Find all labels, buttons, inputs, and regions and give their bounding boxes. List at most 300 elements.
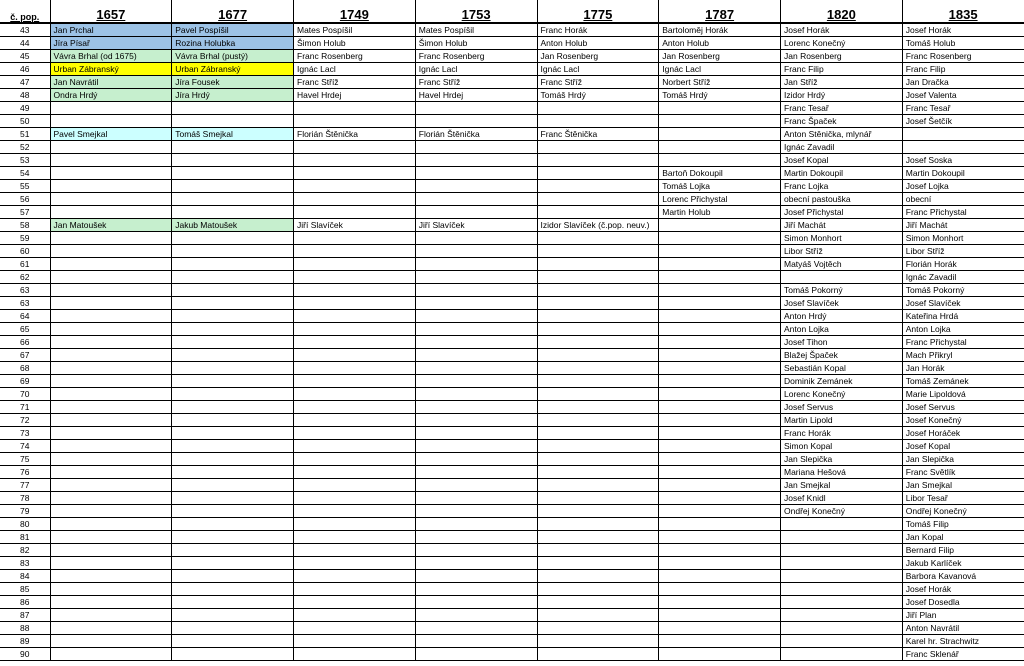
- owner-cell-1787: Martin Holub: [659, 206, 781, 219]
- owner-cell-1835: obecní: [902, 193, 1024, 206]
- owner-cell-1820: Ignác Zavadil: [781, 141, 903, 154]
- owner-cell-1753: [415, 115, 537, 128]
- house-number-cell: 57: [0, 206, 50, 219]
- owner-cell-1775: [537, 505, 659, 518]
- owner-cell-1775: [537, 440, 659, 453]
- owner-cell-1787: [659, 336, 781, 349]
- year-header-1820: 1820: [781, 0, 903, 23]
- owner-cell-1753: [415, 245, 537, 258]
- owner-cell-1820: [781, 596, 903, 609]
- year-header-1657: 1657: [50, 0, 172, 23]
- owner-cell-1749: [294, 284, 416, 297]
- owner-cell-1775: [537, 635, 659, 648]
- owner-cell-1657: [50, 505, 172, 518]
- owner-cell-1820: Jan Rosenberg: [781, 50, 903, 63]
- owner-cell-1775: [537, 518, 659, 531]
- owner-cell-1753: [415, 388, 537, 401]
- owner-cell-1775: [537, 453, 659, 466]
- owner-cell-1835: Kateřina Hrdá: [902, 310, 1024, 323]
- owner-cell-1775: Franc Stříž: [537, 76, 659, 89]
- owner-cell-1820: Franc Lojka: [781, 180, 903, 193]
- owner-cell-1820: [781, 570, 903, 583]
- table-row: [0, 557, 1024, 570]
- house-number-cell: 75: [0, 453, 50, 466]
- table-row: [0, 323, 1024, 336]
- owner-cell-1775: [537, 245, 659, 258]
- owner-cell-1677: [172, 310, 294, 323]
- owner-cell-1749: [294, 141, 416, 154]
- owner-cell-1657: [50, 544, 172, 557]
- owner-cell-1787: [659, 284, 781, 297]
- table-row: [0, 427, 1024, 440]
- owner-cell-1820: [781, 648, 903, 661]
- owner-cell-1677: [172, 401, 294, 414]
- owner-cell-1753: [415, 557, 537, 570]
- house-number-cell: 50: [0, 115, 50, 128]
- owner-cell-1835: Tomáš Filip: [902, 518, 1024, 531]
- owner-cell-1775: [537, 349, 659, 362]
- owner-cell-1787: [659, 492, 781, 505]
- owner-cell-1753: [415, 206, 537, 219]
- house-number-cell: 59: [0, 232, 50, 245]
- owner-cell-1749: [294, 297, 416, 310]
- table-header: [0, 0, 1024, 23]
- table-row: [0, 336, 1024, 349]
- owner-cell-1787: [659, 232, 781, 245]
- owner-cell-1835: Anton Navrátil: [902, 622, 1024, 635]
- owner-cell-1657: [50, 349, 172, 362]
- owner-cell-1835: Florián Horák: [902, 258, 1024, 271]
- owner-cell-1749: [294, 115, 416, 128]
- owner-cell-1749: [294, 414, 416, 427]
- owner-cell-1677: [172, 648, 294, 661]
- owner-cell-1820: Izidor Hrdý: [781, 89, 903, 102]
- house-number-cell: 89: [0, 635, 50, 648]
- owner-cell-1775: [537, 466, 659, 479]
- owner-cell-1677: [172, 206, 294, 219]
- house-number-cell: 90: [0, 648, 50, 661]
- owner-cell-1657: [50, 141, 172, 154]
- owner-cell-1753: [415, 583, 537, 596]
- owner-cell-1753: Mates Pospíšil: [415, 23, 537, 37]
- owner-cell-1775: Ignác Lacl: [537, 63, 659, 76]
- house-number-cell: 55: [0, 180, 50, 193]
- owner-cell-1677: [172, 414, 294, 427]
- house-number-cell: 84: [0, 570, 50, 583]
- year-header-1749: 1749: [294, 0, 416, 23]
- owner-cell-1835: Franc Světlík: [902, 466, 1024, 479]
- owner-cell-1657: [50, 310, 172, 323]
- house-number-cell: 76: [0, 466, 50, 479]
- owner-cell-1787: [659, 362, 781, 375]
- table-row: [0, 401, 1024, 414]
- owner-cell-1749: Ignác Lacl: [294, 63, 416, 76]
- owner-cell-1753: [415, 349, 537, 362]
- table-row: [0, 648, 1024, 661]
- owner-cell-1657: [50, 362, 172, 375]
- owner-cell-1749: [294, 323, 416, 336]
- owner-cell-1753: [415, 336, 537, 349]
- owner-cell-1820: Jan Smejkal: [781, 479, 903, 492]
- owner-cell-1775: [537, 284, 659, 297]
- table-row: [0, 232, 1024, 245]
- owner-cell-1657: [50, 401, 172, 414]
- table-row: [0, 50, 1024, 63]
- table-row: [0, 89, 1024, 102]
- owner-cell-1657: [50, 102, 172, 115]
- owner-cell-1775: [537, 115, 659, 128]
- owner-cell-1677: [172, 570, 294, 583]
- owner-cell-1753: [415, 323, 537, 336]
- owner-cell-1753: [415, 609, 537, 622]
- house-number-cell: 44: [0, 37, 50, 50]
- owner-cell-1753: [415, 453, 537, 466]
- owner-cell-1775: [537, 336, 659, 349]
- owner-cell-1820: Lorenc Konečný: [781, 388, 903, 401]
- owner-cell-1677: [172, 245, 294, 258]
- owner-cell-1835: Jan Slepička: [902, 453, 1024, 466]
- owner-cell-1753: [415, 505, 537, 518]
- owner-cell-1835: Mach Přikryl: [902, 349, 1024, 362]
- owner-cell-1657: [50, 245, 172, 258]
- owner-cell-1657: Jan Navrátil: [50, 76, 172, 89]
- owner-cell-1787: [659, 154, 781, 167]
- owner-cell-1657: [50, 271, 172, 284]
- house-number-cell: 67: [0, 349, 50, 362]
- owner-cell-1657: [50, 479, 172, 492]
- house-number-cell: 58: [0, 219, 50, 232]
- owner-cell-1775: [537, 258, 659, 271]
- owner-cell-1749: [294, 427, 416, 440]
- house-number-cell: 66: [0, 336, 50, 349]
- owner-cell-1835: Barbora Kavanová: [902, 570, 1024, 583]
- owner-cell-1657: Pavel Smejkal: [50, 128, 172, 141]
- owner-cell-1775: [537, 323, 659, 336]
- owner-cell-1775: Anton Holub: [537, 37, 659, 50]
- owner-cell-1787: Tomáš Lojka: [659, 180, 781, 193]
- house-number-cell: 61: [0, 258, 50, 271]
- owner-cell-1787: [659, 258, 781, 271]
- table-row: [0, 466, 1024, 479]
- owner-cell-1835: Tomáš Pokorný: [902, 284, 1024, 297]
- house-number-cell: 51: [0, 128, 50, 141]
- owner-cell-1835: Josef Šetčík: [902, 115, 1024, 128]
- owner-cell-1753: [415, 427, 537, 440]
- house-number-cell: 62: [0, 271, 50, 284]
- owner-cell-1787: Ignác Lacl: [659, 63, 781, 76]
- owner-cell-1753: [415, 518, 537, 531]
- owner-cell-1787: Lorenc Přichystal: [659, 193, 781, 206]
- year-header-1753: 1753: [415, 0, 537, 23]
- table-row: [0, 245, 1024, 258]
- owner-cell-1657: [50, 414, 172, 427]
- table-row: [0, 479, 1024, 492]
- owner-cell-1820: Martin Lipold: [781, 414, 903, 427]
- house-number-cell: 45: [0, 50, 50, 63]
- owner-cell-1820: Josef Horák: [781, 23, 903, 37]
- house-number-cell: 86: [0, 596, 50, 609]
- owner-cell-1657: [50, 167, 172, 180]
- owner-cell-1749: [294, 466, 416, 479]
- owner-cell-1753: [415, 531, 537, 544]
- owner-cell-1835: Josef Lojka: [902, 180, 1024, 193]
- table-row: [0, 128, 1024, 141]
- owner-cell-1677: [172, 115, 294, 128]
- owner-cell-1835: Ignác Zavadil: [902, 271, 1024, 284]
- owner-cell-1820: Franc Tesař: [781, 102, 903, 115]
- owner-cell-1749: [294, 479, 416, 492]
- house-number-cell: 54: [0, 167, 50, 180]
- table-row: [0, 206, 1024, 219]
- table-row: [0, 622, 1024, 635]
- owner-cell-1753: Havel Hrdej: [415, 89, 537, 102]
- owner-cell-1677: [172, 544, 294, 557]
- table-row: [0, 310, 1024, 323]
- owner-cell-1749: Mates Pospíšil: [294, 23, 416, 37]
- owner-cell-1749: [294, 258, 416, 271]
- owner-cell-1657: [50, 440, 172, 453]
- owner-cell-1787: [659, 531, 781, 544]
- house-number-cell: 74: [0, 440, 50, 453]
- owner-cell-1787: [659, 518, 781, 531]
- owner-cell-1749: Franc Rosenberg: [294, 50, 416, 63]
- owner-cell-1835: Josef Horák: [902, 583, 1024, 596]
- owner-cell-1775: [537, 414, 659, 427]
- house-number-cell: 72: [0, 414, 50, 427]
- owner-cell-1749: [294, 570, 416, 583]
- owner-cell-1657: Jan Prchal: [50, 23, 172, 37]
- owner-cell-1677: [172, 531, 294, 544]
- house-number-cell: 87: [0, 609, 50, 622]
- owner-cell-1749: [294, 518, 416, 531]
- owner-cell-1820: Jan Stříž: [781, 76, 903, 89]
- owner-cell-1749: [294, 271, 416, 284]
- owner-cell-1677: [172, 154, 294, 167]
- table-row: [0, 635, 1024, 648]
- year-header-1835: 1835: [902, 0, 1024, 23]
- owner-cell-1775: [537, 271, 659, 284]
- owner-cell-1657: [50, 388, 172, 401]
- owner-cell-1775: Jan Rosenberg: [537, 50, 659, 63]
- owner-cell-1657: [50, 609, 172, 622]
- owner-cell-1787: [659, 141, 781, 154]
- owner-cell-1835: Libor Stříž: [902, 245, 1024, 258]
- owner-cell-1677: Vávra Brhal (pustý): [172, 50, 294, 63]
- owner-cell-1677: [172, 336, 294, 349]
- table-row: [0, 388, 1024, 401]
- owner-cell-1787: [659, 102, 781, 115]
- owner-cell-1749: [294, 635, 416, 648]
- owner-cell-1749: [294, 167, 416, 180]
- owner-cell-1775: [537, 544, 659, 557]
- owner-cell-1787: Bartoloměj Horák: [659, 23, 781, 37]
- owner-cell-1677: [172, 258, 294, 271]
- owner-cell-1749: [294, 401, 416, 414]
- owner-cell-1749: [294, 648, 416, 661]
- owner-cell-1775: [537, 154, 659, 167]
- owner-cell-1775: [537, 583, 659, 596]
- owner-cell-1749: [294, 505, 416, 518]
- owner-cell-1753: [415, 648, 537, 661]
- owner-cell-1835: Josef Valenta: [902, 89, 1024, 102]
- owner-cell-1820: [781, 518, 903, 531]
- owner-cell-1753: [415, 141, 537, 154]
- house-number-cell: 69: [0, 375, 50, 388]
- owner-cell-1775: [537, 531, 659, 544]
- owner-cell-1820: [781, 271, 903, 284]
- owner-cell-1753: Ignác Lacl: [415, 63, 537, 76]
- owner-cell-1677: Pavel Pospíšil: [172, 23, 294, 37]
- owner-cell-1787: [659, 323, 781, 336]
- owner-cell-1787: [659, 414, 781, 427]
- owner-cell-1753: [415, 154, 537, 167]
- owner-cell-1820: Simon Monhort: [781, 232, 903, 245]
- owner-cell-1753: [415, 193, 537, 206]
- owner-cell-1753: [415, 284, 537, 297]
- house-number-cell: 79: [0, 505, 50, 518]
- owner-cell-1775: [537, 375, 659, 388]
- owner-cell-1787: Tomáš Hrdý: [659, 89, 781, 102]
- owner-cell-1787: [659, 271, 781, 284]
- owner-cell-1677: [172, 609, 294, 622]
- owner-cell-1775: [537, 609, 659, 622]
- owner-cell-1820: Libor Stříž: [781, 245, 903, 258]
- house-number-cell: 60: [0, 245, 50, 258]
- owner-cell-1787: Bartoň Dokoupil: [659, 167, 781, 180]
- owner-cell-1787: [659, 219, 781, 232]
- table-row: [0, 167, 1024, 180]
- owner-cell-1835: Tomáš Zemánek: [902, 375, 1024, 388]
- owner-cell-1820: [781, 557, 903, 570]
- owner-cell-1775: [537, 232, 659, 245]
- owner-cell-1820: Anton Lojka: [781, 323, 903, 336]
- owner-cell-1677: [172, 375, 294, 388]
- owner-cell-1820: Anton Stěnička, mlynář: [781, 128, 903, 141]
- owner-cell-1753: [415, 258, 537, 271]
- owner-cell-1677: [172, 193, 294, 206]
- house-number-cell: 52: [0, 141, 50, 154]
- owner-cell-1753: [415, 232, 537, 245]
- owner-cell-1775: [537, 167, 659, 180]
- owner-cell-1775: [537, 362, 659, 375]
- owner-cell-1835: Franc Přichystal: [902, 206, 1024, 219]
- owner-cell-1749: Florián Štěnička: [294, 128, 416, 141]
- owner-cell-1677: [172, 440, 294, 453]
- owner-cell-1749: [294, 349, 416, 362]
- owner-cell-1657: [50, 206, 172, 219]
- owner-cell-1749: [294, 180, 416, 193]
- owner-cell-1753: [415, 479, 537, 492]
- owner-cell-1787: [659, 128, 781, 141]
- owner-cell-1775: [537, 479, 659, 492]
- owner-cell-1753: [415, 310, 537, 323]
- year-header-1787: 1787: [659, 0, 781, 23]
- house-number-cell: 82: [0, 544, 50, 557]
- owner-cell-1753: [415, 596, 537, 609]
- house-number-cell: 56: [0, 193, 50, 206]
- table-row: [0, 76, 1024, 89]
- owner-cell-1749: [294, 336, 416, 349]
- owner-cell-1753: [415, 375, 537, 388]
- house-number-cell: 43: [0, 23, 50, 37]
- owner-cell-1820: Franc Špaček: [781, 115, 903, 128]
- owner-cell-1820: Sebastián Kopal: [781, 362, 903, 375]
- owner-cell-1753: [415, 297, 537, 310]
- owner-cell-1749: [294, 245, 416, 258]
- house-number-header: č. pop.: [0, 0, 50, 23]
- table-row: [0, 258, 1024, 271]
- owner-cell-1835: Josef Dosedla: [902, 596, 1024, 609]
- table-row: [0, 492, 1024, 505]
- owner-cell-1787: [659, 583, 781, 596]
- owner-cell-1835: [902, 128, 1024, 141]
- table-row: [0, 63, 1024, 76]
- owner-cell-1677: [172, 557, 294, 570]
- owner-cell-1753: [415, 466, 537, 479]
- owner-cell-1677: [172, 388, 294, 401]
- owner-cell-1753: Florián Štěnička: [415, 128, 537, 141]
- owner-cell-1835: Jiří Machát: [902, 219, 1024, 232]
- owner-cell-1820: [781, 609, 903, 622]
- table-row: [0, 414, 1024, 427]
- owner-cell-1753: [415, 102, 537, 115]
- owner-cell-1677: [172, 284, 294, 297]
- owner-cell-1787: [659, 427, 781, 440]
- house-number-cell: 63: [0, 297, 50, 310]
- owner-cell-1820: Franc Horák: [781, 427, 903, 440]
- owner-cell-1753: Šimon Holub: [415, 37, 537, 50]
- owner-cell-1820: [781, 583, 903, 596]
- owner-cell-1657: [50, 583, 172, 596]
- owner-cell-1775: [537, 557, 659, 570]
- owner-cell-1657: [50, 336, 172, 349]
- owner-cell-1835: Anton Lojka: [902, 323, 1024, 336]
- owner-cell-1749: Šimon Holub: [294, 37, 416, 50]
- owner-cell-1749: [294, 310, 416, 323]
- owner-cell-1820: [781, 622, 903, 635]
- owner-cell-1775: Tomáš Hrdý: [537, 89, 659, 102]
- owner-cell-1657: [50, 323, 172, 336]
- house-number-cell: 77: [0, 479, 50, 492]
- owner-cell-1820: Jan Slepička: [781, 453, 903, 466]
- owner-cell-1787: [659, 570, 781, 583]
- owner-cell-1657: [50, 492, 172, 505]
- owner-cell-1749: [294, 440, 416, 453]
- house-number-cell: 88: [0, 622, 50, 635]
- owner-cell-1749: Franc Stříž: [294, 76, 416, 89]
- owner-cell-1677: Jíra Hrdý: [172, 89, 294, 102]
- house-number-cell: 65: [0, 323, 50, 336]
- table-row: [0, 544, 1024, 557]
- owner-cell-1787: [659, 453, 781, 466]
- owner-cell-1820: Josef Kopal: [781, 154, 903, 167]
- owner-cell-1775: Izidor Slavíček (č.pop. neuv.): [537, 219, 659, 232]
- owner-cell-1753: [415, 401, 537, 414]
- owner-cell-1753: [415, 271, 537, 284]
- owner-cell-1835: Josef Horák: [902, 23, 1024, 37]
- house-number-cell: 83: [0, 557, 50, 570]
- table-row: [0, 362, 1024, 375]
- owner-cell-1657: [50, 375, 172, 388]
- owner-cell-1657: [50, 193, 172, 206]
- owner-cell-1677: [172, 180, 294, 193]
- owner-cell-1820: [781, 544, 903, 557]
- owner-cell-1677: [172, 427, 294, 440]
- house-number-cell: 71: [0, 401, 50, 414]
- owner-cell-1657: [50, 622, 172, 635]
- owner-cell-1677: [172, 141, 294, 154]
- owner-cell-1835: Josef Kopal: [902, 440, 1024, 453]
